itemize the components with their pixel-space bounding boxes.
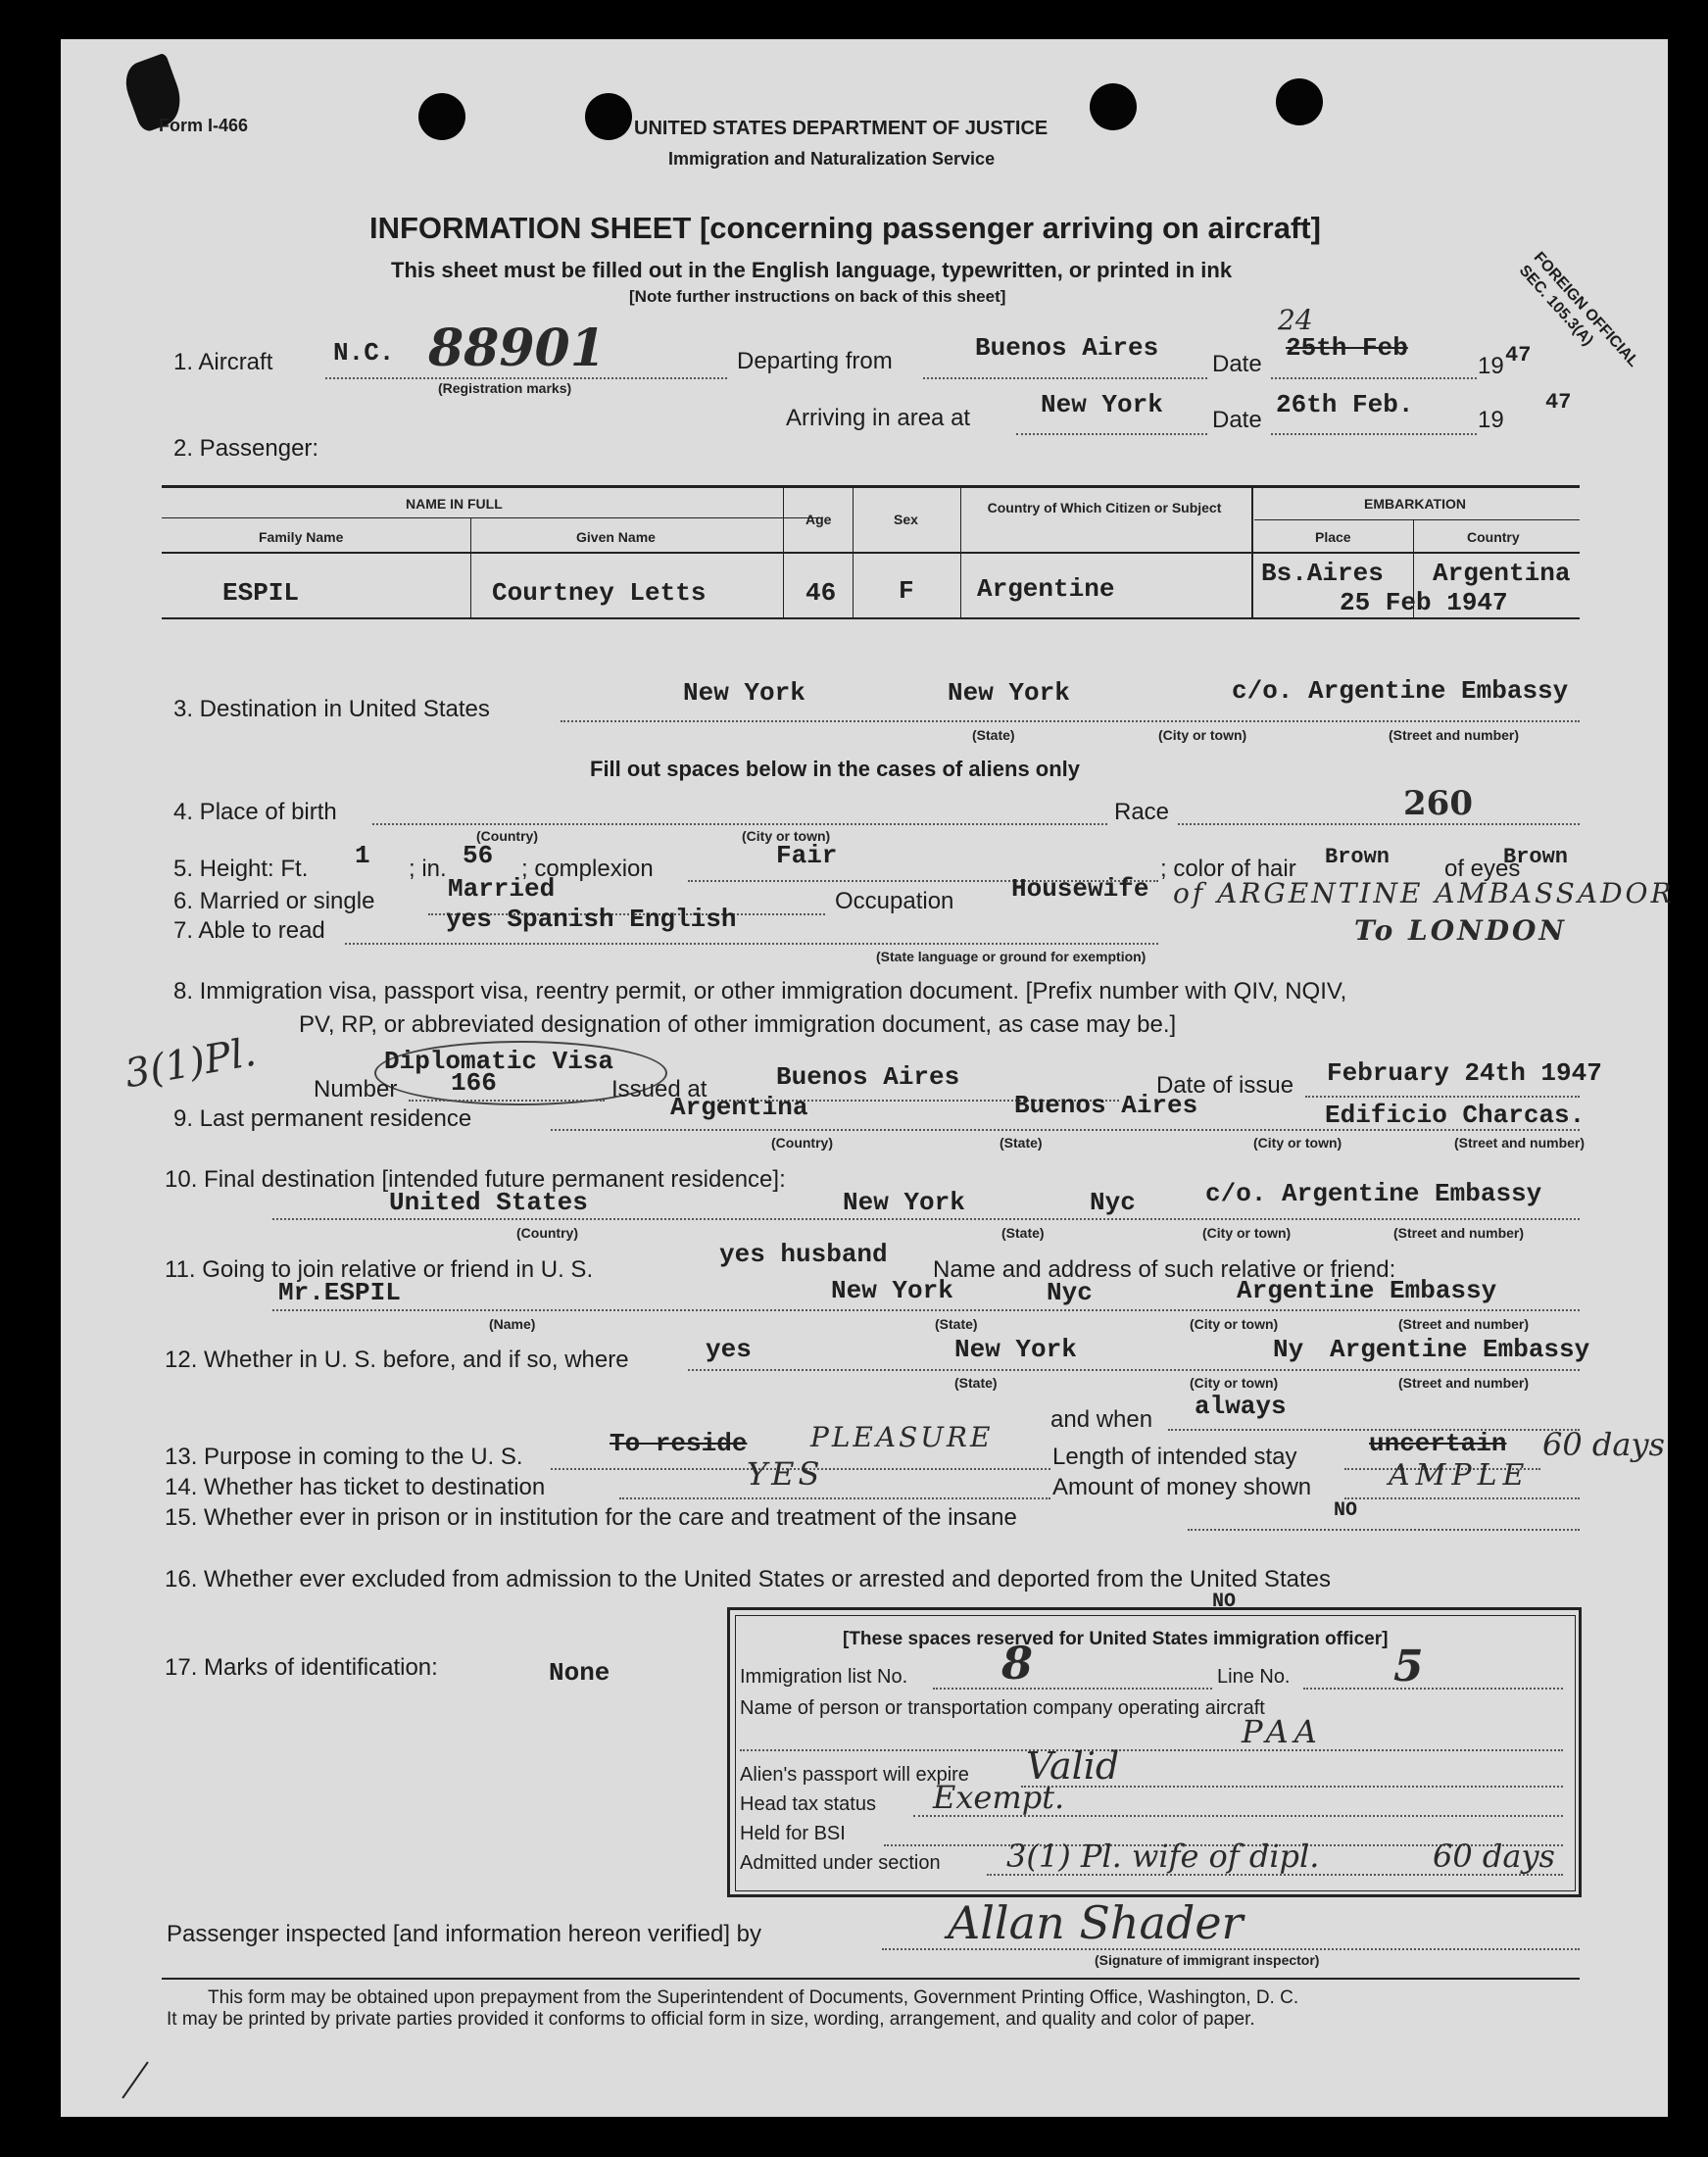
join-street: Argentine Embassy xyxy=(1237,1276,1497,1305)
stay-value: uncertain xyxy=(1369,1429,1507,1458)
issued-label: Issued at xyxy=(611,1076,708,1103)
cap-before-city: (City or town) xyxy=(1190,1375,1279,1391)
cap-street: (Street and number) xyxy=(1389,727,1520,743)
prison-label: 15. Whether ever in prison or in institution for the care and treatment of the insane xyxy=(165,1504,1017,1531)
citizen-value: Argentine xyxy=(977,574,1115,604)
marks-value: None xyxy=(549,1658,610,1688)
pencil-tick-mark xyxy=(122,2061,148,2098)
residence-label: 9. Last permanent residence xyxy=(173,1105,472,1132)
join-name: Mr.ESPIL xyxy=(278,1278,401,1307)
passport-label: Alien's passport will expire xyxy=(740,1764,969,1786)
final-street: c/o. Argentine Embassy xyxy=(1205,1179,1542,1208)
footer-line-2: It may be printed by private parties provided it conforms to official form in size, wording, arrangement, and quality and color of paper. xyxy=(167,2009,1255,2030)
join-label: 11. Going to join relative or friend in U. S. xyxy=(165,1256,594,1283)
cap-before-street: (Street and number) xyxy=(1398,1375,1530,1391)
stay-label: Length of intended stay xyxy=(1052,1444,1297,1470)
sheet-note: [Note further instructions on back of this sheet] xyxy=(629,287,1006,306)
race-label: Race xyxy=(1114,799,1170,825)
cap-join-street: (Street and number) xyxy=(1398,1316,1530,1332)
age-value: 46 xyxy=(805,578,837,608)
join-state: New York xyxy=(831,1276,953,1305)
issue-date: February 24th 1947 xyxy=(1327,1058,1602,1088)
height-label: 5. Height: Ft. xyxy=(173,856,309,882)
passport-value: Valid xyxy=(1026,1744,1120,1788)
cap-res-country: (Country) xyxy=(771,1135,833,1151)
eyes-label: of eyes xyxy=(1444,856,1521,882)
departing-value: Buenos Aires xyxy=(975,333,1159,363)
cap-city: (City or town) xyxy=(1158,727,1247,743)
cap-res-state: (State) xyxy=(1000,1135,1043,1151)
visa-number-label: Number xyxy=(314,1076,398,1103)
depart-date-correction: 24 xyxy=(1278,304,1313,336)
cap-final-country: (Country) xyxy=(516,1225,578,1241)
destination-state: New York xyxy=(683,678,805,708)
sheet-title: INFORMATION SHEET [concerning passenger arriving on aircraft] xyxy=(369,211,1321,245)
section-label: Admitted under section xyxy=(740,1852,941,1874)
married-value: Married xyxy=(448,874,556,904)
when-label: and when xyxy=(1050,1406,1153,1433)
embark-place: Bs.Aires xyxy=(1261,559,1384,588)
join-name-label: Name and address of such relative or friend: xyxy=(933,1256,1396,1283)
aircraft-label: 1. Aircraft xyxy=(173,349,273,375)
before-street: Argentine Embassy xyxy=(1330,1335,1590,1364)
visa-number: 166 xyxy=(451,1068,497,1098)
depart-year-label: 19 xyxy=(1478,353,1504,379)
cap-join-city: (City or town) xyxy=(1190,1316,1279,1332)
arriving-value: New York xyxy=(1041,390,1163,419)
residence-country: Argentina xyxy=(670,1093,808,1122)
height-in: 56 xyxy=(463,841,494,870)
hdr-given-name: Given Name xyxy=(576,529,656,545)
inspected-label: Passenger inspected [and information hereon verified] by xyxy=(167,1921,762,1947)
money-value: AMPLE xyxy=(1389,1458,1531,1493)
hdr-place: Place xyxy=(1315,529,1351,545)
read-label: 7. Able to read xyxy=(173,917,325,944)
arrive-date-label: Date xyxy=(1212,407,1262,433)
cap-before-state: (State) xyxy=(954,1375,998,1391)
arrive-date: 26th Feb. xyxy=(1276,390,1414,419)
final-label: 10. Final destination [intended future permanent residence]: xyxy=(165,1166,786,1193)
cap-join-state: (State) xyxy=(935,1316,978,1332)
tax-label: Head tax status xyxy=(740,1793,876,1815)
when-value: always xyxy=(1195,1392,1287,1421)
punch-hole xyxy=(418,93,465,140)
cap-final-street: (Street and number) xyxy=(1393,1225,1525,1241)
cap-state: (State) xyxy=(972,727,1015,743)
before-state: New York xyxy=(954,1335,1077,1364)
section-value: 3(1) Pl. wife of dipl. xyxy=(1006,1838,1320,1875)
destination-street: c/o. Argentine Embassy xyxy=(1232,676,1569,706)
final-city: Nyc xyxy=(1090,1188,1136,1217)
official-title: [These spaces reserved for United States immigration officer] xyxy=(843,1629,1389,1649)
read-caption: (State language or ground for exemption) xyxy=(876,949,1147,964)
hdr-country: Country xyxy=(1467,529,1520,545)
cap-res-city: (City or town) xyxy=(1253,1135,1342,1151)
hdr-age: Age xyxy=(805,512,832,527)
cap-res-street: (Street and number) xyxy=(1454,1135,1586,1151)
depart-date: 25th Feb xyxy=(1286,333,1408,363)
height-in-label: ; in. xyxy=(409,856,447,882)
section-days: 60 days xyxy=(1433,1838,1555,1875)
married-label: 6. Married or single xyxy=(173,888,375,914)
aircraft-prefix: N.C. xyxy=(333,338,395,368)
punch-hole xyxy=(585,93,632,140)
embark-country: Argentina xyxy=(1433,559,1571,588)
join-value: yes husband xyxy=(719,1240,888,1269)
list-label: Immigration list No. xyxy=(740,1666,908,1688)
purpose-label: 13. Purpose in coming to the U. S. xyxy=(165,1444,523,1470)
visa-label-2: PV, RP, or abbreviated designation of other immigration document, as case may be.] xyxy=(299,1011,1177,1038)
hair-label: ; color of hair xyxy=(1160,856,1296,882)
occupation-label: Occupation xyxy=(835,888,954,914)
bsi-label: Held for BSI xyxy=(740,1823,846,1844)
purpose-hand: PLEASURE xyxy=(810,1421,994,1453)
birth-label: 4. Place of birth xyxy=(173,799,337,825)
sheet-instruction: This sheet must be filled out in the English language, typewritten, or printed in ink xyxy=(391,258,1233,282)
line-label: Line No. xyxy=(1217,1666,1291,1688)
before-value: yes xyxy=(706,1335,752,1364)
before-city: Ny xyxy=(1273,1335,1304,1364)
before-label: 12. Whether in U. S. before, and if so, where xyxy=(165,1347,629,1373)
destination-city: New York xyxy=(948,678,1070,708)
marks-label: 17. Marks of identification: xyxy=(165,1654,438,1681)
departing-label: Departing from xyxy=(737,348,893,374)
residence-street: Edificio Charcas. xyxy=(1325,1101,1586,1130)
eyes-value: Brown xyxy=(1503,845,1569,869)
race-value: 260 xyxy=(1403,784,1473,823)
read-value: yes Spanish English xyxy=(446,905,737,934)
complexion-label: ; complexion xyxy=(521,856,654,882)
purpose-value: To reside xyxy=(610,1429,748,1458)
aircraft-number: 88901 xyxy=(428,319,606,378)
family-name: ESPIL xyxy=(222,578,300,608)
inspector-signature: Allan Shader xyxy=(948,1896,1244,1949)
punch-hole xyxy=(1090,83,1137,130)
arrive-year-label: 19 xyxy=(1478,407,1504,433)
occupation-value: Housewife xyxy=(1011,874,1149,904)
arrive-year: 47 xyxy=(1545,390,1572,415)
sex-value: F xyxy=(899,576,914,606)
cap-join-name: (Name) xyxy=(489,1316,536,1332)
occupation-note: of ARGENTINE AMBASSADOR xyxy=(1173,877,1675,909)
hair-value: Brown xyxy=(1325,845,1391,869)
final-state: New York xyxy=(843,1188,965,1217)
given-name: Courtney Letts xyxy=(492,578,707,608)
depart-date-label: Date xyxy=(1212,351,1262,377)
hdr-embarkation: EMBARKATION xyxy=(1364,496,1466,512)
passenger-label: 2. Passenger: xyxy=(173,435,319,462)
residence-state: Buenos Aires xyxy=(1014,1091,1198,1120)
visa-label: 8. Immigration visa, passport visa, reentry permit, or other immigration document. [Prefix number with QIV, NQIV, xyxy=(173,978,1347,1005)
height-ft: 1 xyxy=(355,841,370,870)
prison-value: NO xyxy=(1334,1499,1358,1522)
issued-at: Buenos Aires xyxy=(776,1062,960,1092)
issue-date-label: Date of issue xyxy=(1156,1072,1294,1099)
footer-line-1: This form may be obtained upon prepayment from the Superintendent of Documents, Government Printing Office, Washington, D. C. xyxy=(208,1987,1299,2008)
visa-type: Diplomatic Visa xyxy=(384,1047,614,1076)
final-country: United States xyxy=(389,1188,588,1217)
join-city: Nyc xyxy=(1047,1278,1093,1307)
cap-final-city: (City or town) xyxy=(1202,1225,1292,1241)
line-value: 5 xyxy=(1393,1642,1424,1691)
foreign-official-stamp: FOREIGN OFFICIAL SEC. 105.3(A) xyxy=(1515,249,1642,370)
hdr-sex: Sex xyxy=(894,512,918,527)
excluded-value: NO xyxy=(1212,1591,1237,1613)
form-sheet xyxy=(61,39,1675,2117)
arriving-label: Arriving in area at xyxy=(786,405,971,431)
company-label: Name of person or transportation company operating aircraft xyxy=(740,1697,1265,1719)
complexion-value: Fair xyxy=(776,841,838,870)
service-name: Immigration and Naturalization Service xyxy=(668,149,996,169)
ticket-label: 14. Whether has ticket to destination xyxy=(165,1474,546,1500)
list-value: 8 xyxy=(1001,1637,1034,1690)
cap-birth-country: (Country) xyxy=(476,828,538,844)
cap-final-state: (State) xyxy=(1001,1225,1045,1241)
hdr-citizen: Country of Which Citizen or Subject xyxy=(987,500,1222,515)
cap-birth-city: (City or town) xyxy=(742,828,831,844)
stay-hand: 60 days xyxy=(1542,1426,1665,1463)
signature-caption: (Signature of immigrant inspector) xyxy=(1095,1952,1320,1968)
destination-label: 3. Destination in United States xyxy=(173,696,490,722)
occupation-note-2: To LONDON xyxy=(1354,914,1567,947)
hdr-family-name: Family Name xyxy=(259,529,344,545)
depart-year: 47 xyxy=(1505,343,1532,368)
aliens-heading: Fill out spaces below in the cases of aliens only xyxy=(590,757,1081,781)
punch-hole xyxy=(1276,78,1323,125)
embark-date: 25 Feb 1947 xyxy=(1340,588,1508,617)
money-label: Amount of money shown xyxy=(1052,1474,1312,1500)
hdr-name-in-full: NAME IN FULL xyxy=(406,496,503,512)
tax-value: Exempt. xyxy=(933,1779,1065,1816)
visa-margin-note: 3(1)Pl. xyxy=(122,1029,260,1098)
ticket-value: YES xyxy=(747,1455,824,1493)
company-value: PAA xyxy=(1242,1713,1323,1750)
registration-caption: (Registration marks) xyxy=(438,380,572,396)
department-name: UNITED STATES DEPARTMENT OF JUSTICE xyxy=(634,118,1049,139)
excluded-label: 16. Whether ever excluded from admission to the United States or arrested and deported from the United States xyxy=(165,1566,1331,1593)
form-number: Form I-466 xyxy=(159,116,249,135)
